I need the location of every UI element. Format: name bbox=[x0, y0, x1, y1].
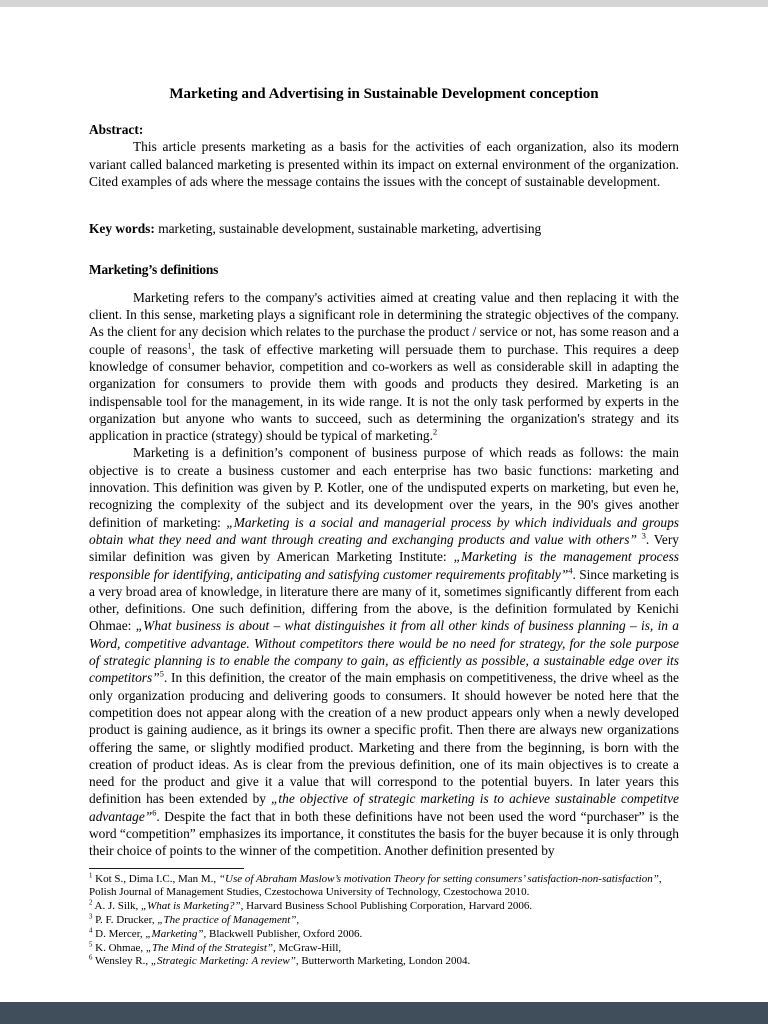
keywords-text: marketing, sustainable development, sustainable marketing, advertising bbox=[154, 221, 542, 237]
footnote-3: $^3$ P. F. Drucker, „The practice of Management”, bbox=[89, 913, 300, 926]
footnote-separator bbox=[89, 868, 244, 869]
section-heading: Marketing’s definitions bbox=[89, 262, 219, 278]
footnote-2: $^2$ A. J. Silk, „What is Marketing?”, Harvard Business School Publishing Corporation, Harvard 2006. bbox=[89, 899, 533, 913]
paragraph-1: Marketing refers to the company's activities aimed at creating value and then replacing it with the client. In this sense, marketing plays a significant role in determining the strategic objectives of the company. As the client for any decision which relates to the purchase the product / service or not, has some reason and a couple of reasons$^1$, the task of effective marketing will persuade them to purchase. This requires a deep knowledge of consumer behavior, competition and co-workers as well as considerable skill in adapting the organization for consumers to provide them with goods and products they desired. Marketing is an indispensable tool for the management, in its wide range. It is not the only task performed by experts in the organization but anyone who wants to succeed, such as determining the organization's strategy and its application in practice (strategy) should be typical of marketing.$^2$ bbox=[89, 289, 679, 444]
footnotes-block bbox=[89, 873, 679, 970]
keywords-label: Key words: bbox=[89, 221, 155, 237]
viewer-bottom-bar bbox=[0, 1002, 768, 1024]
paper-title: Marketing and Advertising in Sustainable Development conception bbox=[169, 86, 599, 102]
document-page bbox=[0, 7, 768, 969]
footnote-5: $^5$ K. Ohmae, „The Mind of the Strategist”, McGraw-Hill, bbox=[89, 940, 342, 954]
viewer-top-edge bbox=[0, 0, 768, 7]
abstract-label: Abstract: bbox=[89, 122, 144, 137]
footnote-1: $^1$ Kot S., Dima I.C., Man M., “Use of Abraham Maslow’s motivation Theory for setting consumers’ satisfaction-non-satisfaction”, Polish Journal of Management Studies, Czestochowa University of Technology, Czestochowa 2010. bbox=[89, 871, 662, 899]
footnote-6: $^6$ Wensley R., „Strategic Marketing: A review”, Butterworth Marketing, London 2004. bbox=[89, 954, 471, 968]
keywords-line bbox=[89, 220, 679, 237]
paragraph-2: Marketing is a definition’s component of business purpose of which reads as follows: the main objective is to create a business customer and each enterprise has two basic functions: marketing and innovation. This definition was given by P. Kotler, one of the undisputed experts on marketing, but even he, recognizing the complexity of the subject and its development over the years, in the 90's gives another definition of marketing: „Marketing is a social and managerial process by which individuals and groups obtain what they need and want through creating and exchanging products and value with others” $^3$. Very similar definition was given by American Marketing Institute: „Marketing is the management process responsible for identifying, anticipating and satisfying customer requirements profitably”$^4$. Since marketing is a very broad area of knowledge, in literature there are many of it, sometimes significantly different from each other, definitions. One such definition, differing from the above, is the definition formulated by Kenichi Ohmae: „What business is about – what distinguishes it from all other kinds of business planning – is, in a Word, competitive advantage. Without competitors there would be no need for strategy, for the sole purpose of strategic planning is to enable the company to gain, as efficiently as possible, a sustainable edge over its competitors”$^5$. In this definition, the creator of the main emphasis on competitiveness, the drive wheel as the only organization producing and delivering goods to consumers. It should however be noted here that the competition does not appear along with the creation of a new product appears only when a newly developed product is gaining audience, as it brings its owner a specific profit. Then there are always new organizations offering the same, or slightly modified product. Marketing and there from the beginning, is born with the creation of product ideas. As is clear from the previous definition, one of its main objectives is to create a need for the product and give it a value that will correspond to the potential buyers. In later years this definition has been extended by „the objective of strategic marketing is to achieve sustainable competitve advantage”$^6$. Despite the fact that in both these definitions have not been used the word “purchaser” is the word “competition” emphasizes its importance, it constitutes the basis for the buyer because it is only through their choice of points to the winner of the competition. Another definition presented by bbox=[89, 445, 679, 859]
abstract-text: This article presents marketing as a basis for the activities of each organization, also its modern variant called balanced marketing is presented within its impact on external environment of the organization. Cited examples of ads where the message contains the issues with the concept of sustainable development. bbox=[89, 139, 679, 189]
footnote-4: $^4$ D. Mercer, „Marketing”, Blackwell Publisher, Oxford 2006. bbox=[89, 927, 363, 940]
